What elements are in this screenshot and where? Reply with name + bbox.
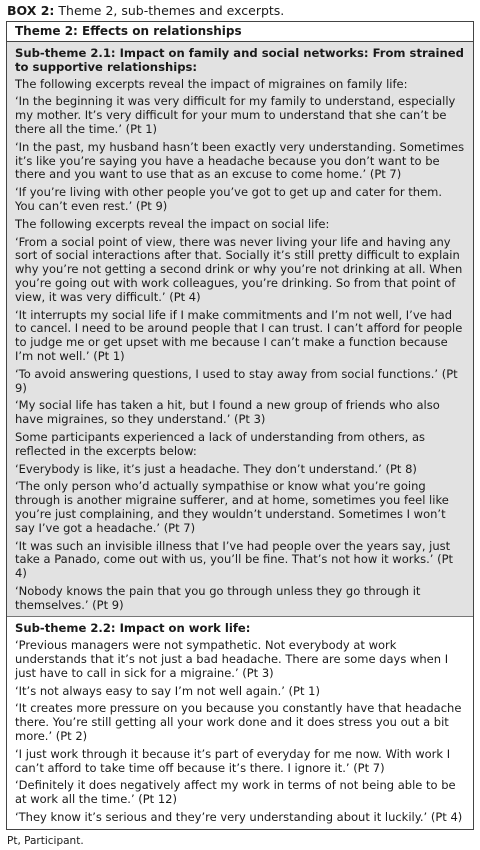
footnote: Pt, Participant. [7, 834, 84, 847]
box-heading [7, 3, 474, 19]
excerpt-paragraph: ‘Definitely it does negatively affect my work in terms of not being able to be at work all the time.’ (Pt 12) [15, 778, 456, 807]
excerpt-paragraph: ‘It creates more pressure on you because you constantly have that headache there. You’re still getting all your work done and it does stress you out a bit more.’ (Pt 2) [15, 701, 462, 744]
excerpt-paragraph: ‘My social life has taken a hit, but I found a new group of friends who also have migraines, so they understand.’ (Pt 3) [15, 398, 440, 427]
excerpt-paragraph: ‘The only person who’d actually sympathise or know what you’re going through is another migraine sufferer, and at home, sometimes you feel like you’re just complaining, and they wouldn’t understand. Sometimes I won’t say I’ve got a headache.’ (Pt 7) [15, 479, 449, 535]
excerpt-paragraph: ‘They know it’s serious and they’re very understanding about it luckily.’ (Pt 4) [15, 810, 463, 825]
excerpt-paragraph: ‘From a social point of view, there was never living your life and having any sort of social interactions after that. Socially it’s still pretty difficult to explain why you’re not getting a second drink or why you’re not drinking at all. When you’re going out with work colleagues, you’re drinking. So from that point of view, it was very difficult.’ (Pt 4) [15, 234, 463, 304]
excerpt-paragraph: ‘Everybody is like, it’s just a headache. They don’t understand.’ (Pt 8) [15, 461, 417, 476]
theme-heading: Theme 2: Effects on relationships [7, 22, 473, 42]
excerpt-paragraph: The following excerpts reveal the impact of migraines on family life: [15, 76, 408, 91]
subtheme-2-1-paragraphs [15, 78, 465, 613]
subtheme-2-1-section [7, 42, 473, 617]
excerpt-paragraph: The following excerpts reveal the impact on social life: [15, 216, 330, 231]
box-label: BOX 2: [7, 3, 55, 18]
excerpt-paragraph: ‘Nobody knows the pain that you go through unless they go through it themselves.’ (Pt 9) [15, 583, 421, 612]
excerpt-paragraph: ‘Previous managers were not sympathetic. Not everybody at work understands that it’s not just a bad headache. There are some days when I just have to call in sick for a migraine.’ (Pt 3) [15, 638, 449, 680]
box-title: Theme 2, sub-themes and excerpts. [54, 3, 285, 18]
excerpt-paragraph: ‘In the beginning it was very difficult for my family to understand, especially my mother. It’s very difficult for your mum to understand that she can’t be there all the time.’ (Pt 1) [15, 94, 456, 136]
subtheme-2-2-title: Sub-theme 2.2: Impact on work life: [15, 621, 251, 636]
excerpt-paragraph: ‘It’s not always easy to say I’m not well again.’ (Pt 1) [15, 683, 320, 698]
box-frame [6, 21, 474, 830]
excerpt-paragraph: ‘I just work through it because it’s part of everyday for me now. With work I can’t afford to take time off because it’s there. I ignore it.’ (Pt 7) [15, 746, 451, 775]
excerpt-paragraph: ‘It was such an invisible illness that I’ve had people over the years say, just take a Panado, come out with us, you’ll be fine. That’s not how it works.’ (Pt 4) [15, 538, 454, 581]
excerpt-paragraph: ‘In the past, my husband hasn’t been exactly very understanding. Sometimes it’s like you’re saying you have a headache because you don’t want to be there and you want to use that as an excuse to come home.’ (Pt 7) [15, 139, 465, 182]
subtheme-2-2-section [7, 617, 473, 828]
excerpt-paragraph: Some participants experienced a lack of understanding from others, as reflected in the excerpts below: [15, 429, 426, 458]
subtheme-2-1-title: Sub-theme 2.1: Impact on family and social networks: From strained to supportive relationships: [15, 46, 464, 74]
excerpt-paragraph: ‘It interrupts my social life if I make commitments and I’m not well, I’ve had to cancel. I need to be around people that I can trust. I can’t afford for people to judge me or get upset with me because I can’t make a function because I’m not well.’ (Pt 1) [15, 307, 463, 363]
excerpt-paragraph: ‘If you’re living with other people you’ve got to get up and cater for them. You can’t even rest.’ (Pt 9) [15, 185, 442, 213]
subtheme-2-2-paragraphs [15, 639, 465, 825]
excerpt-paragraph: ‘To avoid answering questions, I used to stay away from social functions.’ (Pt 9) [15, 366, 458, 395]
